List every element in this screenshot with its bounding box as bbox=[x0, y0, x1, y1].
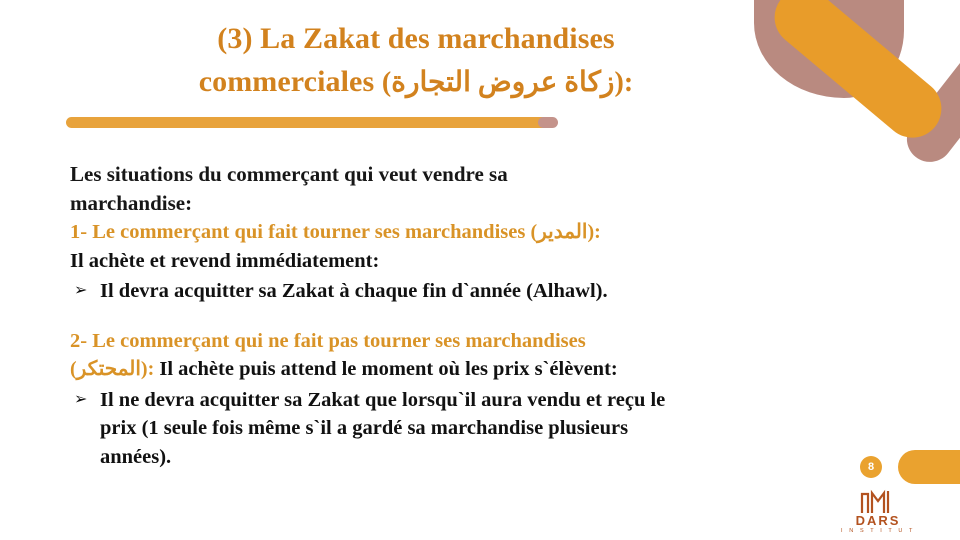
logo bbox=[832, 488, 924, 534]
case-1-bullet-text: Il devra acquitter sa Zakat à chaque fin d`année (Alhawl). bbox=[100, 279, 608, 302]
case-1-subtext: Il achète et revend immédiatement: bbox=[70, 249, 380, 272]
lead-paragraph-line-1: Les situations du commerçant qui veut vendre sa bbox=[70, 162, 508, 186]
case-1-heading-arabic: (المدير): bbox=[530, 220, 601, 243]
title-line-2-arabic: (زكاة عروض التجارة): bbox=[381, 66, 634, 98]
case-2-bullet-line-1: Il ne devra acquitter sa Zakat que lorsqu`il aura vendu et reçu le bbox=[100, 388, 666, 411]
case-2-subtext: Il achète puis attend le moment où les prix s`élèvent: bbox=[159, 358, 618, 381]
logo-mark-icon bbox=[832, 488, 924, 514]
case-2-bullet-line-3: années). bbox=[100, 445, 172, 468]
title-underline bbox=[66, 117, 556, 128]
lead-paragraph-line-2: marchandise: bbox=[70, 190, 193, 215]
slide-body bbox=[70, 160, 890, 471]
case-2-bullet-text bbox=[100, 386, 665, 471]
logo-name: DARS bbox=[855, 512, 901, 528]
title-line-1: (3) La Zakat des marchandises bbox=[217, 22, 615, 55]
title-underline-tail bbox=[538, 117, 558, 128]
arrow-bullet-icon: ➢ bbox=[74, 390, 88, 408]
case-2-bullet-row bbox=[70, 386, 890, 471]
body-spacer bbox=[70, 305, 890, 327]
logo-subtitle: I N S T I T U T bbox=[841, 528, 915, 534]
title-line-2-french: commerciales bbox=[198, 64, 375, 98]
case-2-bullet-line-2: prix (1 seule fois même s`il a gardé sa marchandise plusieurs bbox=[100, 417, 629, 440]
case-1-bullet-row bbox=[70, 277, 890, 305]
case-2-heading-line-1 bbox=[70, 327, 890, 355]
case-1-heading bbox=[70, 218, 890, 247]
case-2-heading-french: 2- Le commerçant qui ne fait pas tourner ses marchandises bbox=[70, 330, 586, 353]
arrow-bullet-icon: ➢ bbox=[74, 281, 88, 299]
case-1-heading-french: 1- Le commerçant qui fait tourner ses marchandises bbox=[70, 220, 526, 243]
case-2-heading-line-2 bbox=[70, 355, 890, 384]
page-number-badge: 8 bbox=[860, 456, 882, 478]
slide-title bbox=[66, 18, 766, 103]
decorative-orange-pill bbox=[898, 450, 960, 484]
case-2-heading-arabic: (المحتكر): bbox=[70, 358, 155, 381]
title-line-2 bbox=[66, 61, 766, 104]
